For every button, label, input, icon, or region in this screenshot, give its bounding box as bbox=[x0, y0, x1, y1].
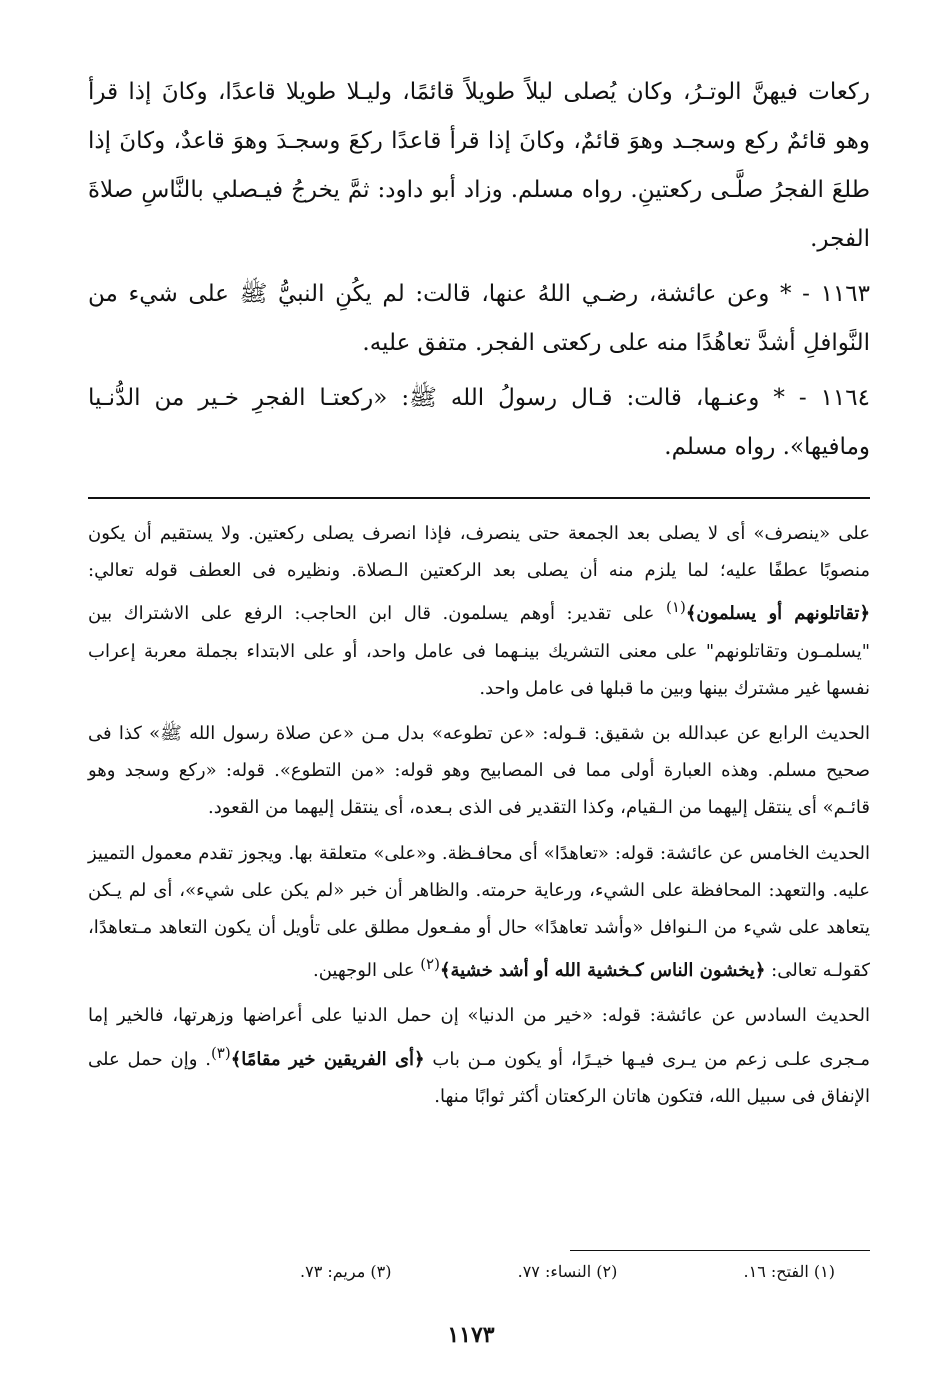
footnote-ref: (٣) bbox=[210, 1043, 231, 1062]
commentary-paragraph-2: الحديث الرابع عن عبدالله بن شقيق: قـوله: «عن تطوعه» بدل مـن «عن صلاة رسول الله ﷺ» كذا فى صحيح مسلم. وهذه العبارة أولى مما فى المصابيح وهو قوله: «من التطوع». قوله: «ركع وسجد وهو قائـم» أى ينتقل إليهما من الـقيام، وكذا التقدير فى الذى بـعده، أى ينتقل إليهما من القعود. bbox=[88, 723, 870, 819]
commentary-paragraph-3 bbox=[88, 835, 870, 990]
footnote-1: (١) الفتح: ١٦. bbox=[743, 1262, 835, 1281]
hadith-1163: ١١٦٣ - * وعن عائشة، رضـي اللهُ عنها، قالت: لم يكُنِ النبيُّ ﷺ على شيء من النَّوافلِ أشدَّ تعاهُدًا منه على ركعتى الفجر. متفق عليه. bbox=[88, 281, 870, 356]
commentary-paragraph-1 bbox=[88, 515, 870, 707]
footnote-ref: (١) bbox=[666, 598, 686, 617]
commentary-text: على تقدير: أوهم يسلمون. قال ابن الحاجب: الرفع على الاشتراك بين "يسلمـون وتقاتلونهم" على معنى التشريك بينـهما فى عامل واحد، أو على الابتداء بجملة معربة إعراب نفسها غير مشترك بينها وبين ما قبلها فى عامل واحد. bbox=[88, 603, 870, 699]
quran-quote: ﴿أى الفريقين خير مقامًا﴾ bbox=[230, 1048, 425, 1070]
commentary-paragraph-4 bbox=[88, 997, 870, 1115]
commentary-text: الحديث السادس عن عائشة: قوله: «خير من الدنيا» إن حمل الدنيا على أعراضها وزهرتها، فالخير إما مـجرى علـى زعم من يـرى فيـها خيـرًا، أو يكون مـن باب bbox=[88, 1005, 870, 1070]
page-number: ١١٧٣ bbox=[447, 1322, 495, 1348]
hadith-text bbox=[88, 68, 870, 478]
footnotes bbox=[300, 1262, 835, 1281]
footnote-separator bbox=[570, 1250, 870, 1251]
commentary-text: على «ينصرف» أى لا يصلى بعد الجمعة حتى ينصرف، فإذا انصرف يصلى ركعتين. ولا يستقيم أن يكون منصوبًا عطفًا عليه؛ لما يلزم منه أن يصلى بعد الركعتين الـصلاة. ونظيره فى العطف قوله تعالي: bbox=[88, 523, 870, 582]
commentary-text: . وإن حمل على الإنفاق فى سبيل الله، فتكون هاتان الركعتان أكثر ثوابًا منها. bbox=[88, 1048, 870, 1107]
footnote-3: (٣) مريم: ٧٣. bbox=[300, 1262, 392, 1281]
footnote-ref: (٢) bbox=[420, 955, 440, 974]
separator-line bbox=[88, 497, 870, 499]
commentary-text: على الوجهين. bbox=[312, 960, 421, 982]
footnote-2: (٢) النساء: ٧٧. bbox=[517, 1262, 618, 1281]
quran-quote: ﴿تقاتلونهم أو يسلمون﴾ bbox=[685, 603, 870, 625]
commentary-text: الحديث الخامس عن عائشة: قوله: «تعاهدًا» أى محافـظة. و«على» متعلقة بها. ويجوز تقدم معمول التمييز عليه. والتعهد: المحافظة على الشيء، ورعاية حرمته. والظاهر أن خبر «لم يكن على شيء»، أى لم يـكن يتعاهد على شيء من الـنوافل «وأشد تعاهدًا» حال أو مفـعول مطلق على تأويل أن يكون التعاهد مـتعاهدًا، كقولـه تعالى: bbox=[88, 842, 870, 982]
hadith-paragraph-continuation: ركعات فيهنَّ الوتـرُ، وكان يُصلى ليلاً طويلاً قائمًا، وليـلا طويلا قاعدًا، وكانَ إذا قرأ وهو قائمٌ ركع وسجـد وهوَ قائمٌ، وكانَ إذا قرأ قاعدًا ركعَ وسجـدَ وهوَ قاعدٌ، وكانَ إذا طلعَ الفجرُ صلَّـى ركعتينِ. رواه مسلم. وزاد أبو داود: ثمَّ يخرجُ فيـصلي بالنَّاسِ صلاةَ الفجر. bbox=[88, 79, 870, 252]
hadith-1164: ١١٦٤ - * وعنـها، قالت: قـال رسولُ الله ﷺ: «ركعتـا الفجرِ خـير من الدُّنـيا ومافيها». رواه مسلم. bbox=[88, 385, 870, 460]
quran-quote: ﴿يخشون الناس كـخشية الله أو أشد خشية﴾ bbox=[439, 960, 766, 982]
commentary-section bbox=[88, 515, 870, 1123]
